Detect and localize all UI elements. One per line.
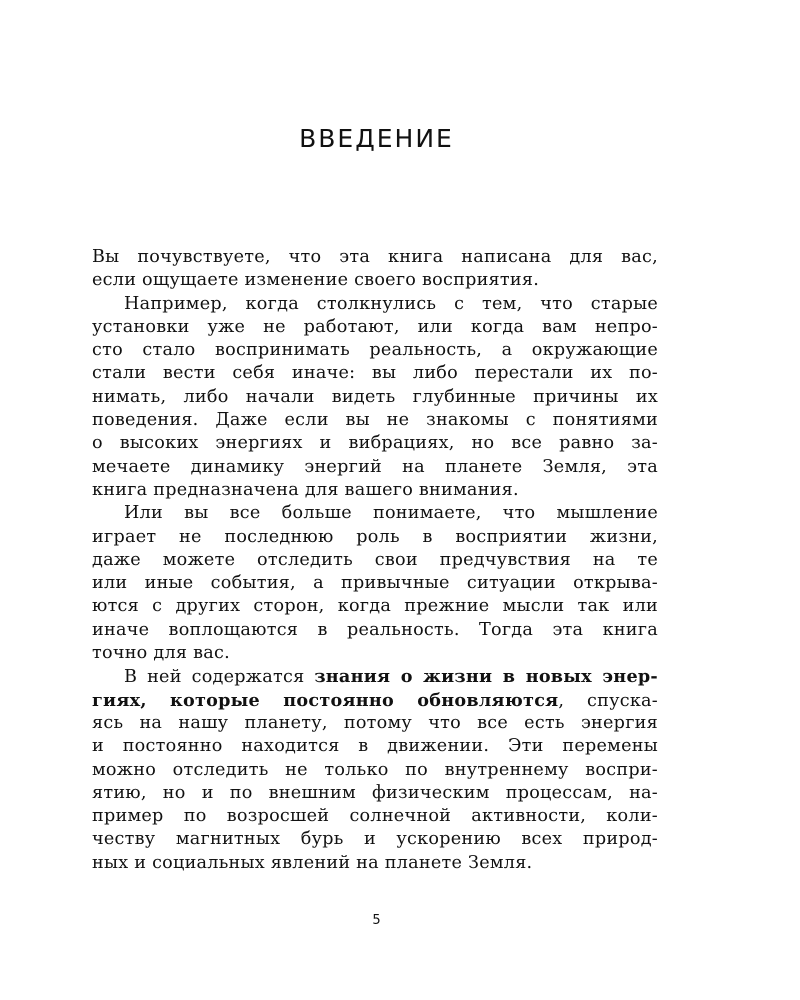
paragraph-1-line-2: если ощущаете изменение своего восприятия. <box>92 270 540 291</box>
paragraph-2-line-3: сто стало воспринимать реальность, а окружающие <box>92 340 658 361</box>
paragraph-4-prefix: В ней содержатся <box>124 667 315 688</box>
paragraph-4-line-9: ных и социальных явлений на планете Земля. <box>92 852 533 873</box>
paragraph-2-line-2: установки уже не работают, или когда вам непро- <box>92 316 658 337</box>
paragraph-4-line-4: и постоянно находится в движении. Эти перемены <box>92 736 658 757</box>
chapter-title: ВВЕДЕНИЕ <box>299 124 454 153</box>
paragraph-3-line-6: иначе воплощаются в реальность. Тогда эта книга <box>92 619 658 640</box>
paragraph-2-line-7: о высоких энергиях и вибрациях, но все равно за- <box>92 433 658 454</box>
paragraph-2-line-4: стали вести себя иначе: вы либо перестали их по- <box>92 363 658 384</box>
page-number: 5 <box>372 913 381 928</box>
paragraph-4-line-5: можно отследить не только по внутреннему воспри- <box>92 759 658 780</box>
paragraph-2-line-8: мечаете динамику энергий на планете Земля, эта <box>92 456 658 477</box>
paragraph-3-line-7: точно для вас. <box>92 643 230 664</box>
paragraph-4-line-2 <box>92 689 658 712</box>
paragraph-4-bold-part-2: гиях, которые постоянно обновляются <box>92 689 559 711</box>
paragraph-3-line-5: ются с других сторон, когда прежние мысли так или <box>92 596 658 617</box>
paragraph-3-line-3: даже можете отследить свои предчувствия на те <box>92 549 658 570</box>
paragraph-4-line-8: честву магнитных бурь и ускорению всех природ- <box>92 829 658 850</box>
paragraph-1-line-1: Вы почувствуете, что эта книга написана для вас, <box>92 247 658 267</box>
paragraph-2-line-1: Например, когда столкнулись с тем, что старые <box>124 293 658 314</box>
paragraph-2-line-5: нимать, либо начали видеть глубинные причины их <box>92 386 658 407</box>
paragraph-3-line-1: Или вы все больше понимаете, что мышление <box>124 503 658 524</box>
paragraph-4-line-6: ятию, но и по внешним физическим процессам, на- <box>92 782 658 803</box>
chapter-body <box>92 246 658 875</box>
paragraph-2-line-9: книга предназначена для вашего внимания. <box>92 479 519 500</box>
paragraph-2-line-6: поведения. Даже если вы не знакомы с понятиями <box>92 410 658 431</box>
paragraph-4-bold-part-1: знания о жизни в новых энер- <box>314 666 658 688</box>
paragraph-3-line-2: играет не последнюю роль в восприятии жизни, <box>92 526 658 547</box>
paragraph-4-line-7: пример по возросшей солнечной активности, коли- <box>92 806 658 827</box>
paragraph-4-line-3: ясь на нашу планету, потому что все есть энергия <box>92 712 658 733</box>
paragraph-4-suffix: , спуска- <box>558 690 658 711</box>
paragraph-4-line-1 <box>92 665 658 688</box>
paragraph-3-line-4: или иные события, а привычные ситуации открыва- <box>92 573 658 594</box>
